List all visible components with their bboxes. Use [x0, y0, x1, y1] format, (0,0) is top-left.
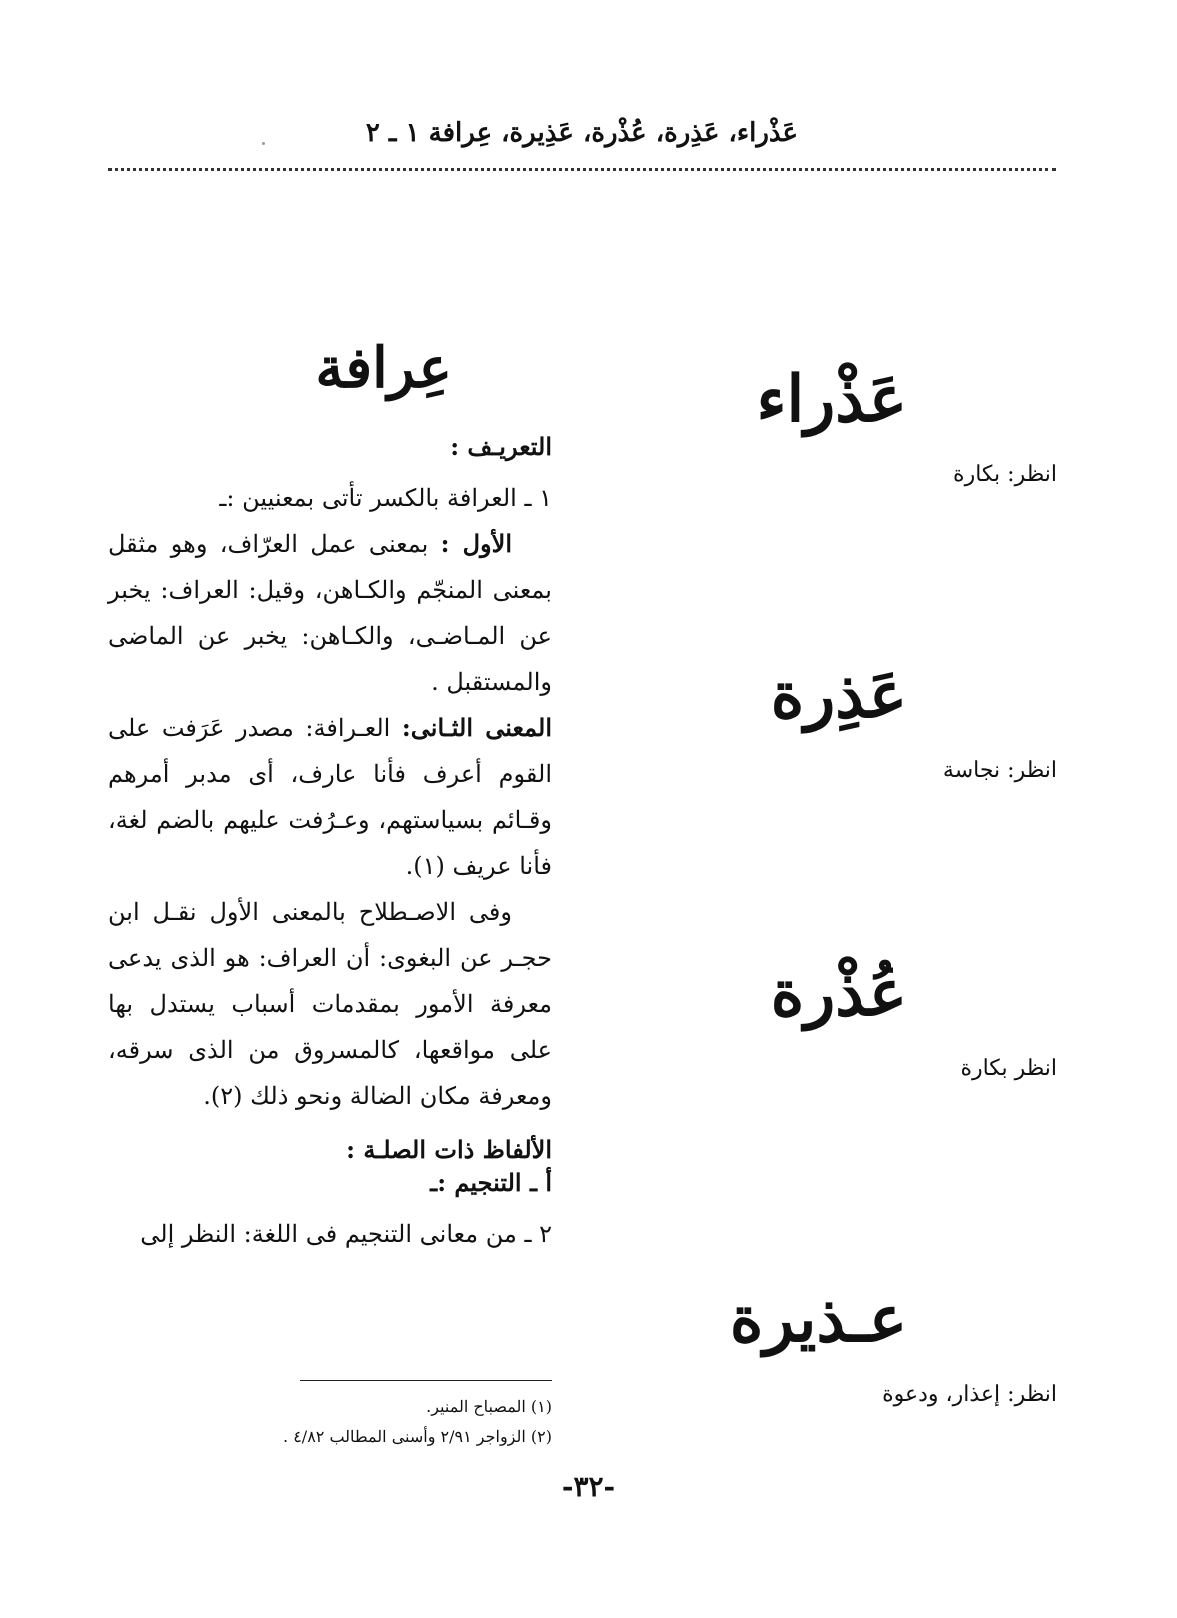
- paragraph-4: وفى الاصـطلاح بالمعنى الأول نقـل ابن حجـر عن البغوى: أن العراف: هو الذى يدعى معرفة الأمور بمقدمات أسباب يستدل بها على مواقعها، كالمسروق من الذى سرقه، ومعرفة مكان الضالة ونحو ذلك (٢).: [108, 898, 552, 1110]
- entry-cross-reference: انظر: إعذار، ودعوة: [882, 1382, 1057, 1407]
- entry-cross-reference: انظر: بكارة: [953, 462, 1057, 487]
- running-header: عَذْراء، عَذِرة، عُذْرة، عَذِيرة، عِرافة ١ ـ ٢: [365, 118, 799, 148]
- footnote-2: (٢) الزواجر ٢/٩١ وأسنى المطالب ٤/٨٢ .: [283, 1427, 552, 1446]
- definition-heading: التعريـف :: [450, 432, 552, 461]
- entry-headword: عـذيرة: [729, 1282, 907, 1357]
- spacer: [108, 1119, 552, 1135]
- header-divider: [108, 168, 1056, 171]
- entry-udhra: [697, 956, 1057, 1081]
- paragraph-1: ١ ـ العرافة بالكسر تأتى بمعنيين :ـ: [219, 484, 552, 512]
- footnote-divider: [300, 1380, 552, 1381]
- page-number: -٣٢-: [561, 1470, 616, 1503]
- entry-adhira-2: [697, 1282, 1057, 1407]
- entry-headword: عَذْراء: [756, 362, 907, 437]
- paragraph-3: [108, 705, 552, 889]
- paragraph-3-text: العـرافة: مصدر عَرَفت على القوم أعرف فأنا عارف، أى مدبر أمرهم وقـائم بسياستهم، وعـرُفت عليهم بالضم لغة، فأنا عريف (١).: [108, 714, 552, 880]
- footnote-1: (١) المصباح المنير.: [426, 1397, 552, 1416]
- article-title: عِرافة: [315, 335, 452, 401]
- paragraph-2-lead: الأول :: [440, 529, 512, 558]
- subsection-heading: أ ـ التنجيم :ـ: [430, 1168, 552, 1197]
- entry-cross-reference: انظر بكارة: [960, 1056, 1057, 1081]
- entry-headword: عَذِرة: [770, 658, 907, 733]
- related-terms-heading: الألفاظ ذات الصلـة :: [346, 1135, 552, 1164]
- scan-speck: [262, 142, 265, 145]
- entry-adhra: [697, 362, 1057, 487]
- paragraph-2: [108, 521, 552, 705]
- footnotes: [108, 1392, 552, 1452]
- paragraph-3-lead: المعنى الثـانى:: [401, 713, 552, 742]
- entry-cross-reference: انظر: نجاسة: [942, 758, 1057, 783]
- article-irafa: [108, 335, 552, 1257]
- entry-adhira: [697, 658, 1057, 783]
- paragraph-5: ٢ ـ من معانى التنجيم فى اللغة: النظر إلى: [140, 1220, 552, 1248]
- entry-headword: عُذْرة: [770, 956, 907, 1031]
- paragraph-2-text: بمعنى عمل العرّاف، وهو مثقل بمعنى المنجّم والكـاهن، وقيل: العراف: يخبر عن المـاضـى، والكـاهن: يخبر عن الماضى والمستقبل .: [108, 530, 552, 696]
